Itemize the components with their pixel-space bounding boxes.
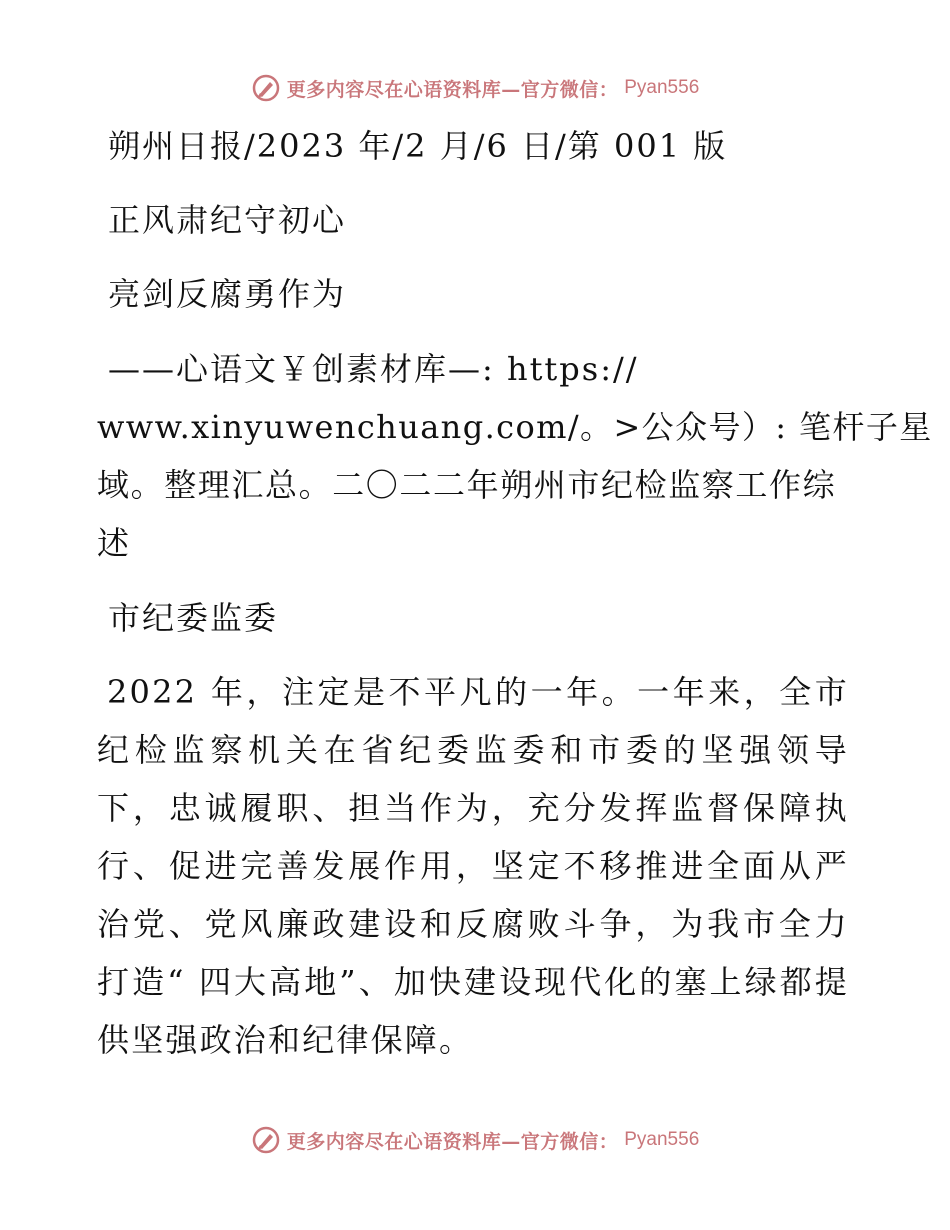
headline-line-1: 正风肃纪守初心 xyxy=(108,201,347,239)
watermark-wechat-id: Pyan556 xyxy=(624,1129,700,1150)
subtitle-line-4: 述 xyxy=(97,524,132,562)
dateline: 朔州日报/2023 年/2 月/6 日/第 001 版 xyxy=(108,127,728,165)
author-byline: 市纪委监委 xyxy=(108,599,279,637)
subtitle-line-3: 域。整理汇总。二〇二二年朔州市纪检监察工作综 xyxy=(97,466,837,504)
footer-watermark xyxy=(0,1120,950,1160)
headline-line-2: 亮剑反腐勇作为 xyxy=(108,275,347,313)
pen-logo-icon xyxy=(251,1125,281,1155)
subtitle-line-1: ——心语文￥创素材库—: https:// xyxy=(108,350,639,388)
watermark-wechat-id: Pyan556 xyxy=(624,77,700,98)
watermark-site-text: 更多内容尽在心语资料库—官方微信： xyxy=(286,1130,619,1153)
body-paragraph: 2022 年，注定是不平凡的一年。一年来，全市纪检监察机关在省纪委监委和市委的坚强领导下，忠诚履职、担当作为，充分发挥监督保障执行、促进完善发展作用，坚定不移推进全面从严治党、党风廉政建设和反腐败斗争，为我市全力打造“ 四大高地”、加快建设现代化的塞上绿都提供坚强政治和纪律保障。 xyxy=(97,673,849,1059)
watermark-site-text: 更多内容尽在心语资料库—官方微信： xyxy=(286,78,619,101)
header-watermark xyxy=(0,68,950,108)
pen-logo-icon xyxy=(251,73,281,103)
subtitle-line-2: www.xinyuwenchuang.com/。>公众号）: 笔杆子星 xyxy=(97,408,933,446)
